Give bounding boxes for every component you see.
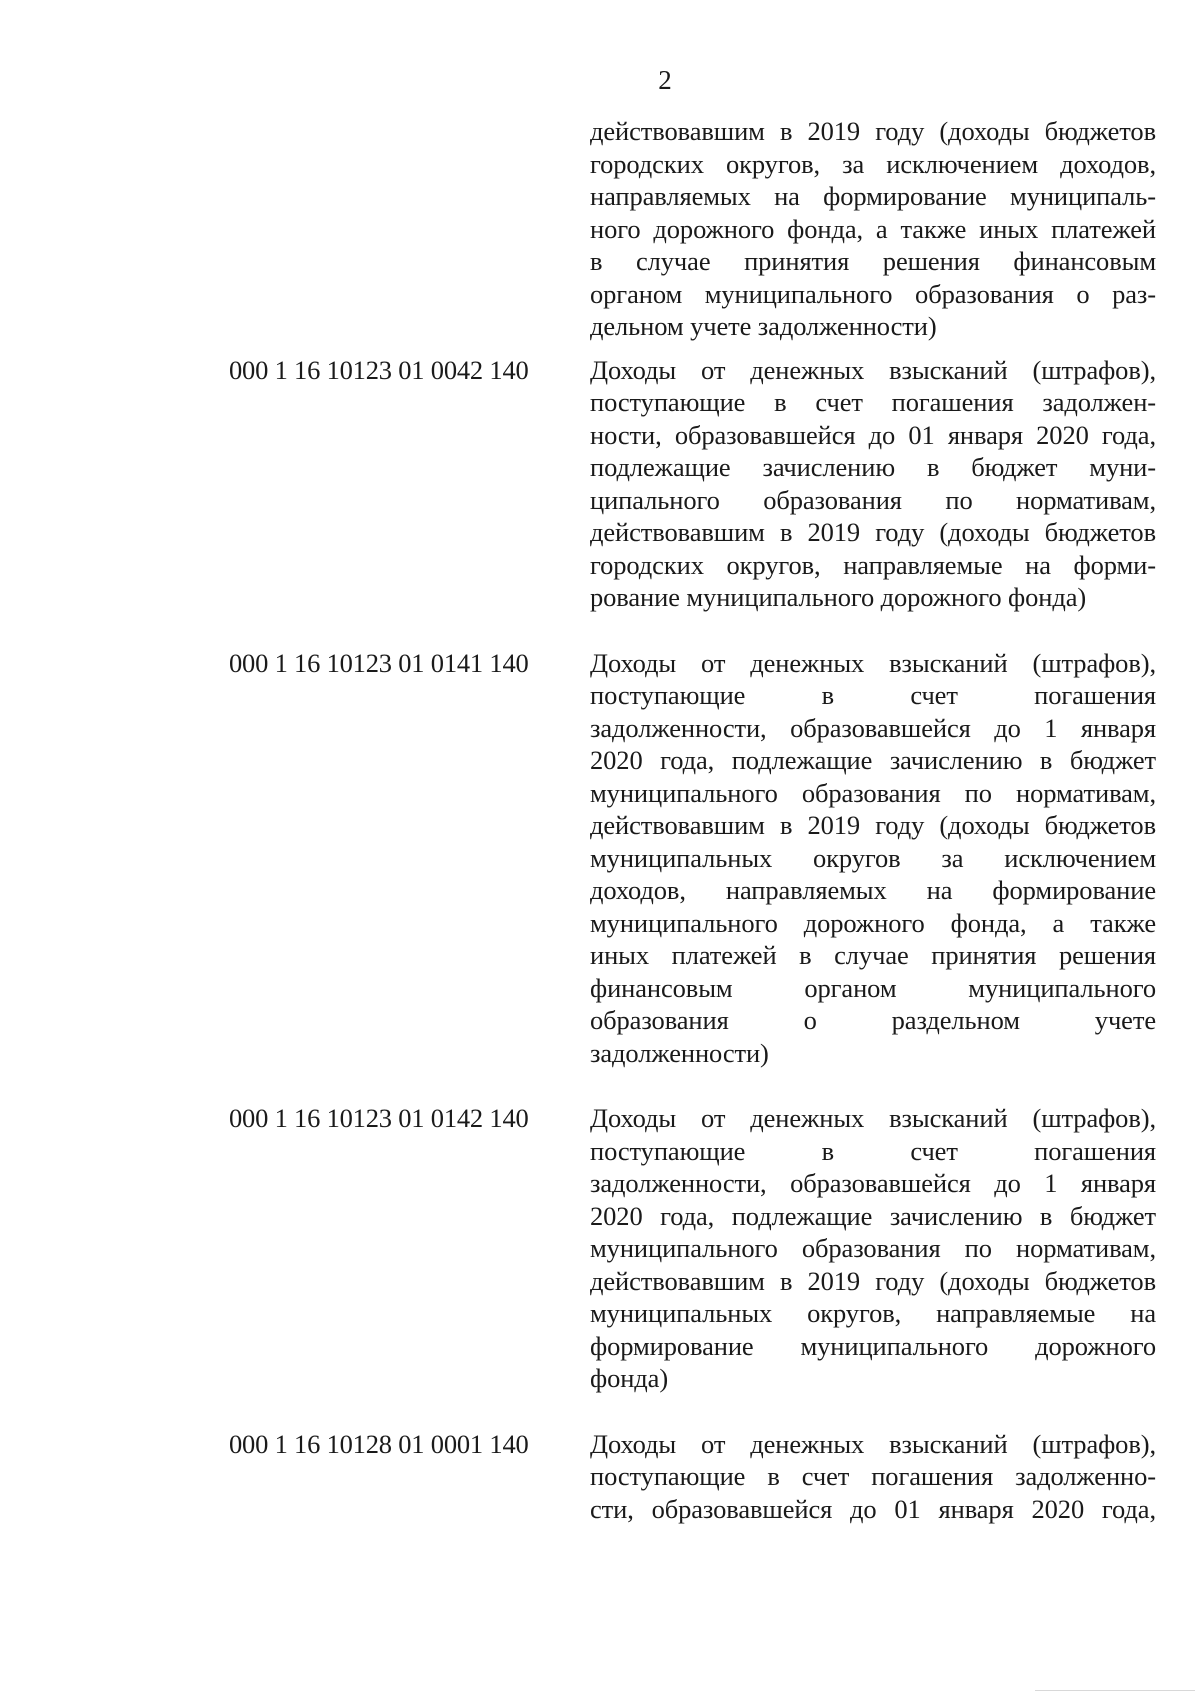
- description-line: рование муниципального дорожного фонда): [590, 582, 1087, 612]
- description: [590, 1428, 1156, 1526]
- description-line: городских округов, за исключением доходов,: [590, 148, 1156, 179]
- description-line: иных платежей в случае принятия решения: [590, 940, 1156, 970]
- description-line: Доходы от денежных взысканий (штрафов),: [590, 354, 1156, 385]
- table-row: [0, 115, 1200, 343]
- description-line: Доходы от денежных взысканий (штрафов),: [590, 1103, 1156, 1133]
- budget-code: 000 1 16 10123 01 0141 140: [229, 647, 529, 678]
- description-line: органом муниципального образования о раз-: [590, 278, 1156, 309]
- description-line: дельном учете задолженности): [590, 311, 937, 341]
- description-line: задолженности): [590, 1037, 769, 1068]
- description-line: поступающие в счет погашения: [590, 680, 1156, 710]
- income-codes-table: [0, 115, 1200, 1525]
- description-line: ности, образовавшейся до 01 января 2020 года,: [590, 419, 1156, 450]
- description-line: Доходы от денежных взысканий (штрафов),: [590, 1428, 1156, 1459]
- description-line: в случае принятия решения финансовым: [590, 246, 1156, 276]
- budget-code: 000 1 16 10123 01 0142 140: [229, 1103, 529, 1133]
- description-line: муниципальных округов, направляемые на: [590, 1298, 1156, 1328]
- description-line: Доходы от денежных взысканий (штрафов),: [590, 647, 1156, 678]
- description-line: муниципального дорожного фонда, а также: [590, 907, 1156, 938]
- table-row: [0, 1102, 1200, 1395]
- budget-code: 000 1 16 10128 01 0001 140: [229, 1428, 529, 1459]
- description-line: поступающие в счет погашения задолженно-: [590, 1461, 1156, 1491]
- description-line: муниципального образования по нормативам,: [590, 1233, 1156, 1263]
- description-line: сти, образовавшейся до 01 января 2020 года,: [590, 1493, 1156, 1524]
- description: [590, 647, 1156, 1070]
- description-line: задолженности, образовавшейся до 1 января: [590, 712, 1156, 743]
- description-line: городских округов, направляемые на форми-: [590, 549, 1156, 580]
- description-line: муниципальных округов за исключением: [590, 842, 1156, 873]
- description: [590, 115, 1156, 343]
- description-line: поступающие в счет погашения задолжен-: [590, 387, 1156, 417]
- description-line: подлежащие зачислению в бюджет муни-: [590, 452, 1156, 482]
- description-line: ного дорожного фонда, а также иных платежей: [590, 213, 1156, 244]
- scan-edge-mark: [1035, 1690, 1195, 1691]
- description-line: действовавшим в 2019 году (доходы бюджетов: [590, 1265, 1156, 1296]
- table-row: [0, 647, 1200, 1070]
- description-line: образования о раздельном учете: [590, 1005, 1156, 1035]
- description-line: 2020 года, подлежащие зачислению в бюджет: [590, 1200, 1156, 1231]
- page-number: 2: [658, 65, 672, 95]
- description-line: направляемых на формирование муниципаль-: [590, 181, 1156, 211]
- description-line: действовавшим в 2019 году (доходы бюджетов: [590, 810, 1156, 840]
- description-line: действовавшим в 2019 году (доходы бюджетов: [590, 116, 1156, 146]
- description-line: финансовым органом муниципального: [590, 972, 1156, 1003]
- table-row: [0, 1428, 1200, 1526]
- budget-code: 000 1 16 10123 01 0042 140: [229, 354, 529, 385]
- description-line: ципального образования по нормативам,: [590, 484, 1156, 515]
- description-line: поступающие в счет погашения: [590, 1135, 1156, 1166]
- description-line: 2020 года, подлежащие зачислению в бюджет: [590, 745, 1156, 775]
- description-line: фонда): [590, 1363, 669, 1393]
- description-line: задолженности, образовавшейся до 1 января: [590, 1168, 1156, 1198]
- description-line: муниципального образования по нормативам,: [590, 777, 1156, 808]
- description: [590, 354, 1156, 614]
- description: [590, 1102, 1156, 1395]
- description-line: действовавшим в 2019 году (доходы бюджетов: [590, 517, 1156, 547]
- table-row: [0, 354, 1200, 614]
- description-line: доходов, направляемых на формирование: [590, 875, 1156, 905]
- description-line: формирование муниципального дорожного: [590, 1330, 1156, 1361]
